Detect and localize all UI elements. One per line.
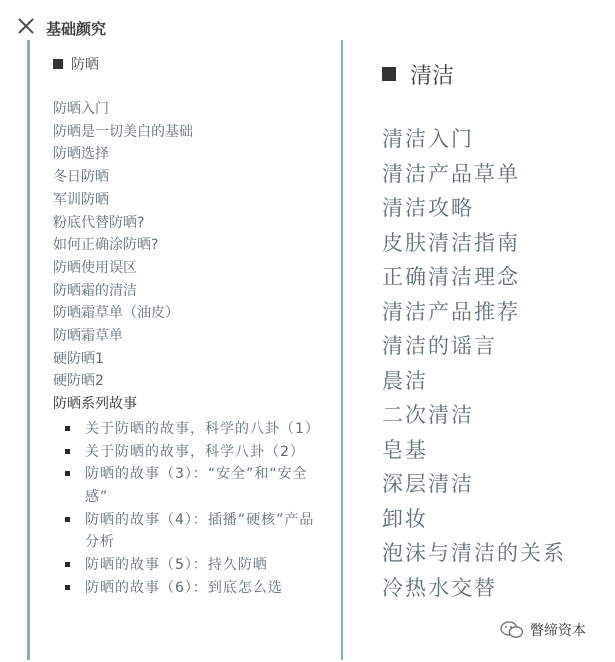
watermark [500,620,586,640]
app-title: 基础颜究 [46,20,107,38]
link-item[interactable]: 防晒是一切美白的基础 [53,123,193,140]
link-item[interactable]: 清洁入门 [382,127,474,151]
close-icon[interactable] [16,16,36,36]
section-title: 清洁 [410,63,455,89]
link-item[interactable]: 清洁产品草单 [382,161,520,186]
link-item[interactable]: 硬防晒2 [53,373,104,390]
column-divider [341,40,343,660]
link-item[interactable]: 军训防晒 [53,191,109,208]
link-item[interactable]: 硬防晒1 [53,350,104,367]
link-item[interactable]: 冬日防晒 [53,169,109,186]
link-item[interactable]: 深层清洁 [382,472,474,496]
top-bar [0,0,615,52]
square-bullet-icon [53,59,63,69]
sub-link-item[interactable]: 防晒的故事（5）：持久防晒 [65,554,323,577]
sub-link-item[interactable]: 关于防晒的故事，科学的八卦（1） [65,418,323,441]
wechat-icon [500,621,524,639]
sunscreen-link-list [53,98,323,416]
link-item[interactable]: 冷热水交替 [382,575,497,600]
section-title: 防晒 [71,57,99,73]
sub-link-item[interactable]: 关于防晒的故事，科学八卦（2） [65,441,323,464]
section-header-cleansing [382,56,607,92]
series-sub-list [53,418,323,600]
sub-link-item[interactable]: 防晒的故事（6）：到底怎么选 [65,577,323,600]
link-item[interactable]: 粉底代替防晒? [53,214,145,231]
link-item[interactable]: 防晒霜草单（油皮） [53,305,179,322]
link-item[interactable]: 清洁的谣言 [382,334,497,358]
left-divider [27,40,30,660]
link-item[interactable]: 二次清洁 [382,403,474,427]
sub-link-item[interactable]: 防晒的故事（4）：插播“硬核”产品分析 [65,509,323,554]
link-item[interactable]: 清洁攻略 [382,196,474,220]
square-bullet-icon [382,67,396,81]
right-column [382,56,607,605]
sub-link-item[interactable]: 防晒的故事（3）：“安全”和“安全感” [65,463,323,508]
link-item[interactable]: 防晒选择 [53,146,109,163]
link-item[interactable]: 清洁产品推荐 [382,299,520,324]
watermark-text: 瞥缔资本 [530,623,586,639]
link-item[interactable]: 泡沫与清洁的关系 [382,541,566,565]
link-item[interactable]: 皮肤清洁指南 [382,230,520,255]
link-item[interactable]: 卸妆 [382,506,428,531]
section-header-sunscreen [53,52,323,76]
link-item[interactable]: 皂基 [382,437,428,462]
link-item[interactable]: 正确清洁理念 [382,265,520,289]
link-item[interactable]: 晨洁 [382,368,428,393]
link-item[interactable]: 防晒霜草单 [53,328,123,345]
left-column [53,52,323,599]
link-item[interactable]: 防晒入门 [53,101,109,117]
link-item[interactable]: 防晒使用误区 [53,259,137,276]
link-item[interactable]: 防晒霜的清洁 [53,282,137,299]
cleansing-link-list [382,122,607,605]
link-item[interactable]: 如何正确涂防晒? [53,237,159,254]
link-item-series[interactable]: 防晒系列故事 [53,396,137,413]
